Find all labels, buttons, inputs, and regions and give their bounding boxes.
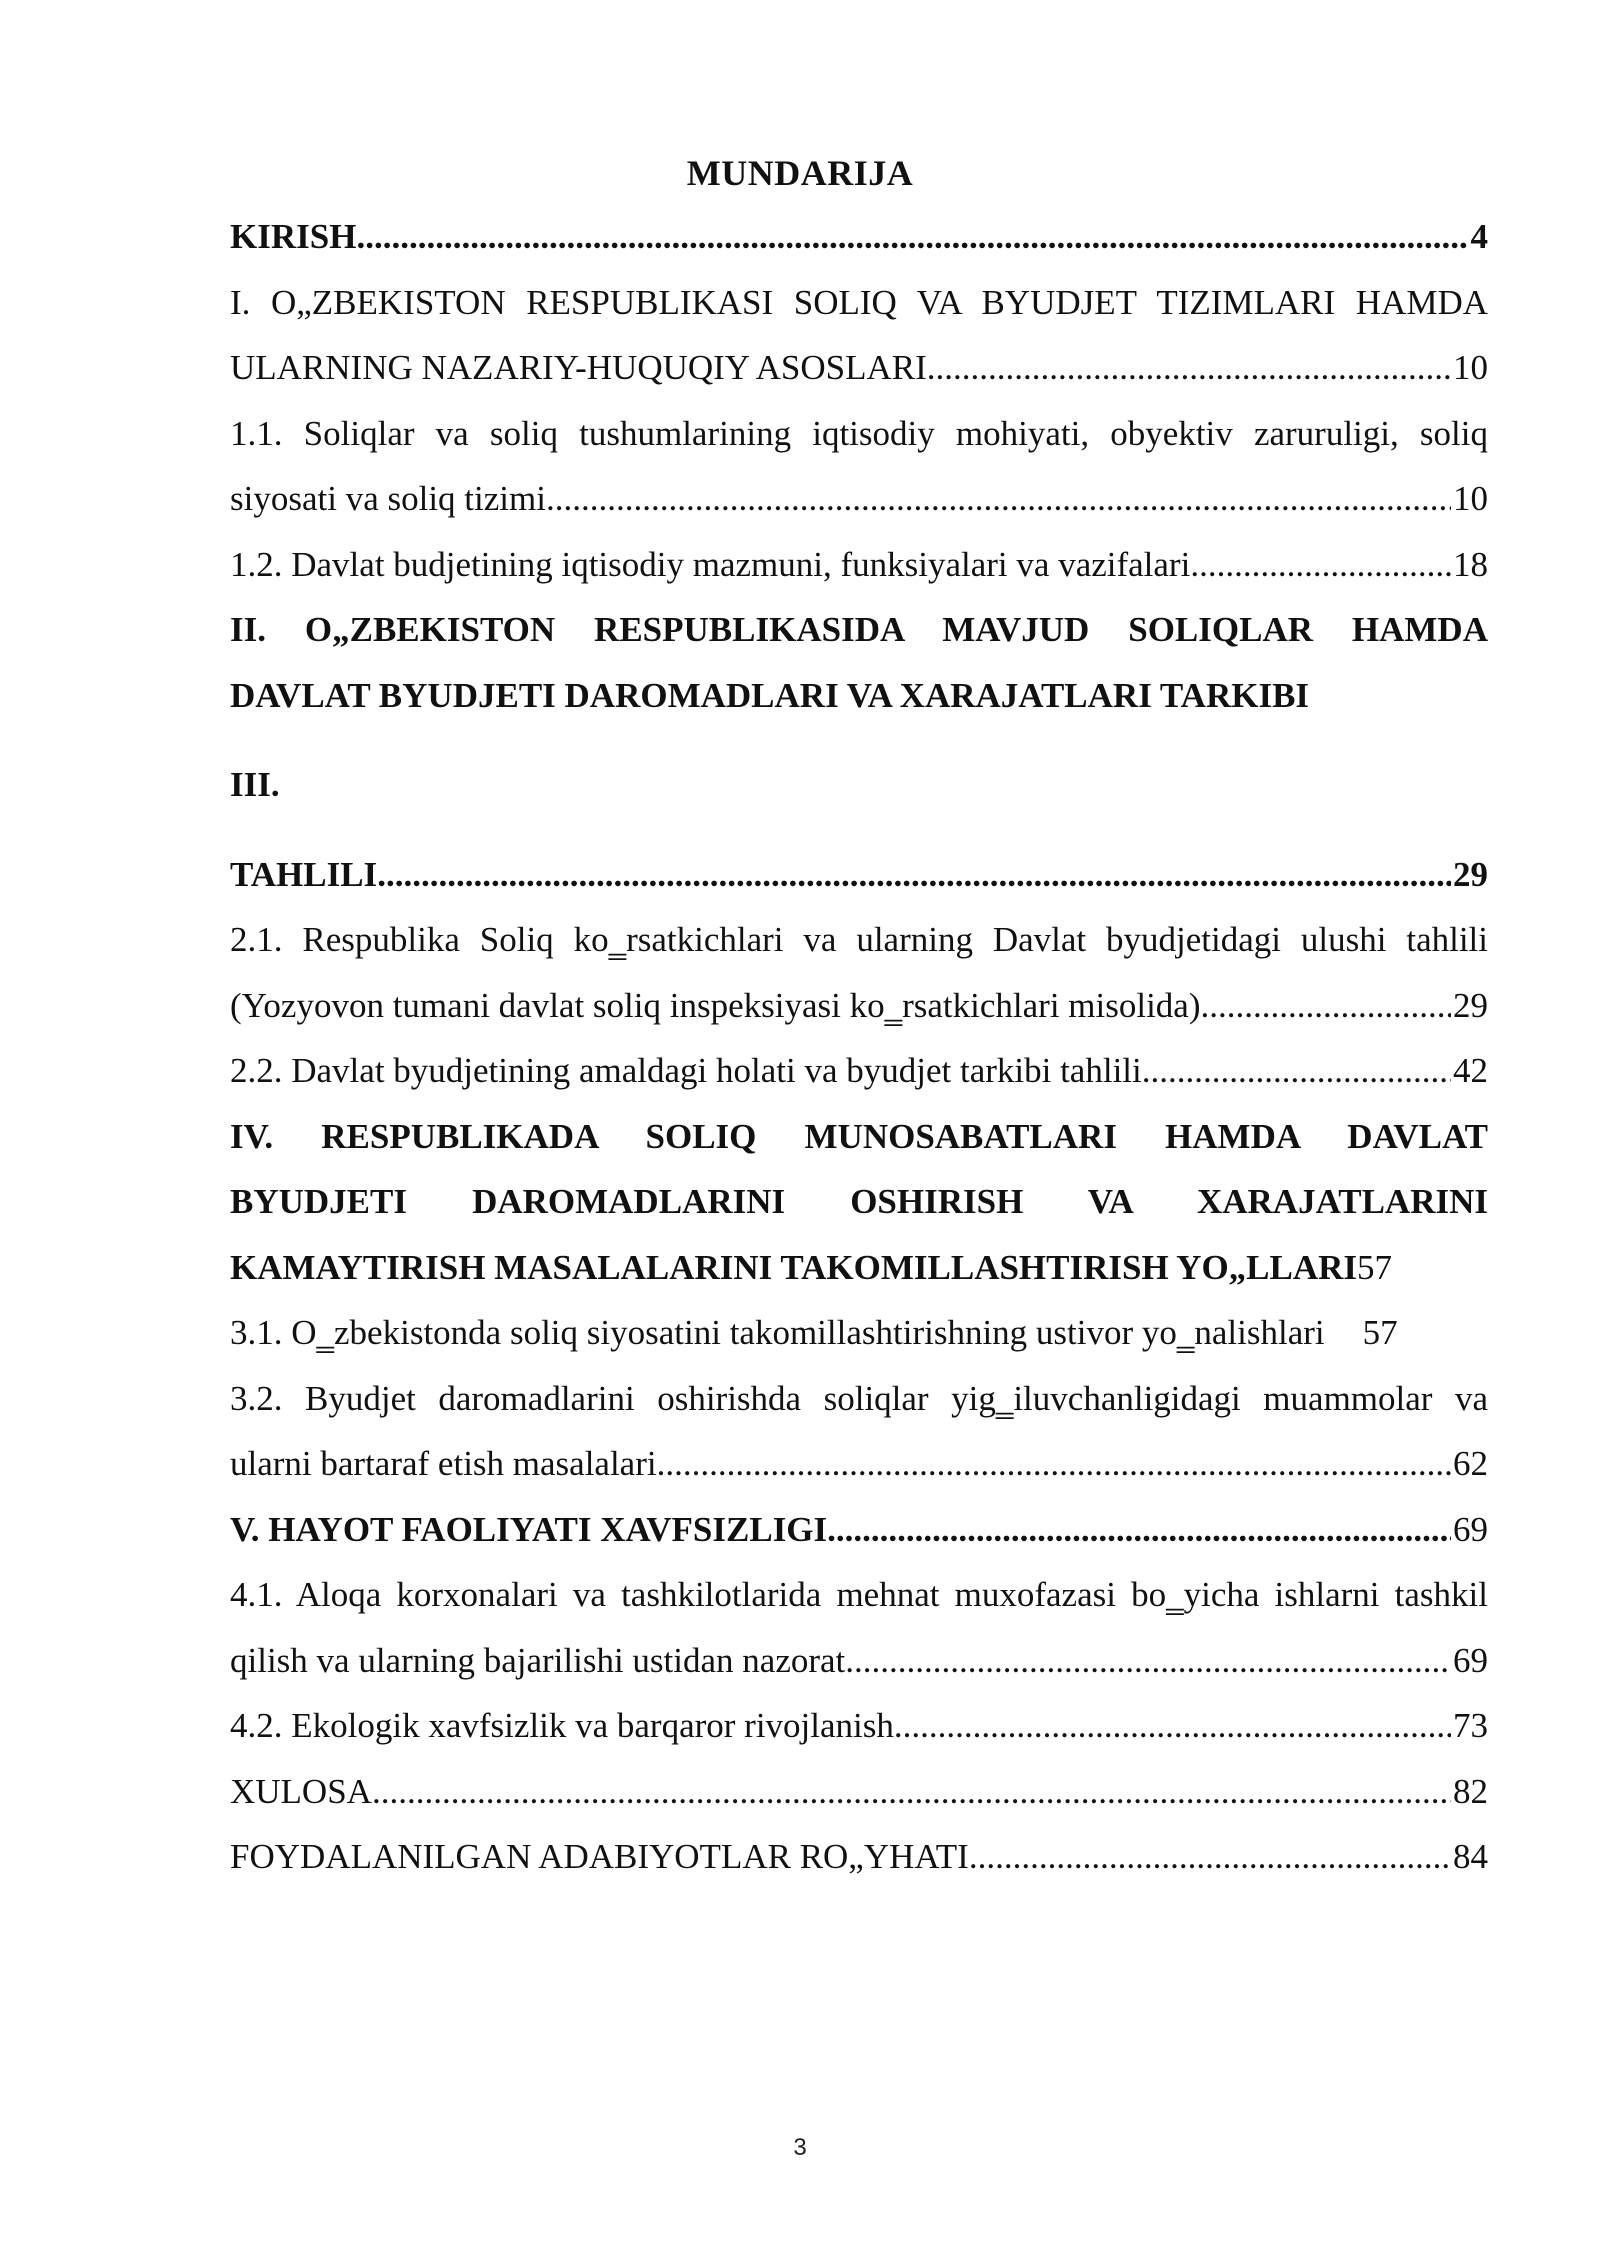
leader-dots: [894, 1693, 1451, 1759]
toc-entry-1-1-line[interactable]: 1.1. Soliqlar va soliq tushumlarining iqtisodiy mohiyati, obyektiv zaruruligi, soliq: [230, 413, 1488, 453]
toc-entry-2-1-line[interactable]: 2.1. Respublika Soliq ko‗rsatkichlari va ularning Davlat byudjetidagi ulushi tahlili: [230, 920, 1488, 959]
toc-entry-4-1[interactable]: [230, 1628, 1488, 1694]
leader-dots: [1201, 973, 1452, 1039]
toc-entry-text: V. HAYOT FAOLIYATI XAVFSIZLIGI: [230, 1509, 828, 1549]
toc-entry-text: 4.2. Ekologik xavfsizlik va barqaror rivojlanish: [230, 1706, 894, 1745]
toc-entry-tahlili[interactable]: [230, 842, 1488, 908]
toc-entry-text: ularni bartaraf etish masalalari: [230, 1444, 657, 1483]
toc-entry-kirish[interactable]: [230, 204, 1488, 270]
toc-entry-chapter-4[interactable]: [230, 1235, 1488, 1301]
toc-page-number: 29: [1453, 854, 1488, 894]
leader-dots: [546, 466, 1451, 532]
toc-page-number: 69: [1453, 1509, 1488, 1549]
toc-page-number: 10: [1453, 479, 1488, 518]
toc-entry-chapter-1-line[interactable]: I. O„ZBEKISTON RESPUBLIKASI SOLIQ VA BYUDJET TIZIMLARI HAMDA: [230, 282, 1488, 322]
toc-entry-text: qilish va ularning bajarilishi ustidan nazorat: [230, 1640, 846, 1680]
leader-dots: [845, 1628, 1451, 1694]
toc-entry-chapter-2-line[interactable]: DAVLAT BYUDJETI DAROMADLARI VA XARAJATLARI TARKIBI: [230, 675, 1310, 715]
toc-entry-text: siyosati va soliq tizimi: [230, 479, 546, 518]
toc-page-number: 57: [1357, 1247, 1393, 1287]
toc-entry-chapter-1[interactable]: [230, 335, 1488, 401]
toc-entry-chapter-5[interactable]: [230, 1497, 1488, 1563]
toc-entry-text: ULARNING NAZARIY-HUQUQIY ASOSLARI: [230, 348, 927, 387]
toc-entry-xulosa[interactable]: [230, 1759, 1488, 1825]
page-number: 3: [793, 2134, 807, 2161]
toc-entry-text: KIRISH: [230, 217, 357, 256]
toc-entry-chapter-3-label[interactable]: III.: [230, 765, 280, 804]
toc-entry-text: KAMAYTIRISH MASALALARINI TAKOMILLASHTIRISH YO„LLARI: [230, 1247, 1358, 1287]
leader-dots: [356, 204, 1468, 270]
toc-page-number: 82: [1453, 1771, 1488, 1811]
toc-entry-2-2[interactable]: [230, 1038, 1488, 1104]
toc-page-number: 69: [1453, 1640, 1488, 1680]
leader-dots: [827, 1497, 1451, 1563]
toc-entry-text: 2.2. Davlat byudjetining amaldagi holati va byudjet tarkibi tahlili: [230, 1051, 1142, 1090]
toc-entry-text: FOYDALANILGAN ADABIYOTLAR RO„YHATI: [230, 1837, 969, 1876]
leader-dots: [372, 1759, 1451, 1825]
toc-entry-text: 3.1. O‗zbekistonda soliq siyosatini takomillashtirishning ustivor yo‗nalishlari: [230, 1313, 1325, 1352]
toc-page-number: 62: [1453, 1444, 1488, 1483]
leader-dots: [657, 1431, 1451, 1497]
leader-dots: [1142, 1038, 1451, 1104]
leader-dots: [927, 335, 1451, 401]
page-title: MUNDARIJA: [686, 153, 914, 193]
toc-entry-3-2-line[interactable]: 3.2. Byudjet daromadlarini oshirishda soliqlar yig‗iluvchanligidagi muammolar va: [230, 1378, 1488, 1418]
leader-dots: [1190, 532, 1451, 598]
toc-entry-chapter-4-line[interactable]: IV. RESPUBLIKADA SOLIQ MUNOSABATLARI HAMDA DAVLAT: [230, 1116, 1488, 1156]
toc-entry-1-2[interactable]: [230, 532, 1488, 598]
toc-entry-references[interactable]: [230, 1824, 1488, 1890]
toc-page-number: 29: [1453, 985, 1488, 1025]
toc-page-number: 73: [1453, 1706, 1488, 1745]
table-of-contents: [230, 204, 1488, 1890]
toc-entry-4-1-line[interactable]: 4.1. Aloqa korxonalari va tashkilotlarida mehnat muxofazasi bo‗yicha ishlarni tashkil: [230, 1575, 1488, 1614]
toc-page-number: 84: [1453, 1837, 1488, 1876]
toc-entry-text: 1.2. Davlat budjetining iqtisodiy mazmuni, funksiyalari va vazifalari: [230, 544, 1191, 584]
toc-page-number: 57: [1362, 1313, 1398, 1352]
leader-dots: [377, 842, 1451, 908]
toc-page-number: 18: [1453, 544, 1488, 584]
toc-entry-text: (Yozyovon tumani davlat soliq inspeksiyasi ko‗rsatkichlari misolida): [230, 985, 1201, 1025]
toc-page-number: 10: [1453, 348, 1488, 387]
toc-page-number: 42: [1453, 1051, 1488, 1090]
toc-entry-4-2[interactable]: [230, 1693, 1488, 1759]
toc-entry-2-1[interactable]: [230, 973, 1488, 1039]
toc-entry-chapter-2-line[interactable]: II. O„ZBEKISTON RESPUBLIKASIDA MAVJUD SOLIQLAR HAMDA: [230, 610, 1488, 649]
toc-entry-text: TAHLILI: [230, 854, 378, 894]
toc-page-number: 4: [1470, 217, 1488, 256]
toc-entry-text: XULOSA: [230, 1771, 372, 1811]
toc-entry-1-1[interactable]: [230, 466, 1488, 532]
toc-entry-chapter-4-line[interactable]: BYUDJETI DAROMADLARINI OSHIRISH VA XARAJATLARINI: [230, 1182, 1488, 1221]
leader-dots: [969, 1824, 1451, 1890]
toc-entry-3-1[interactable]: [230, 1300, 1488, 1366]
toc-entry-3-2[interactable]: [230, 1431, 1488, 1497]
